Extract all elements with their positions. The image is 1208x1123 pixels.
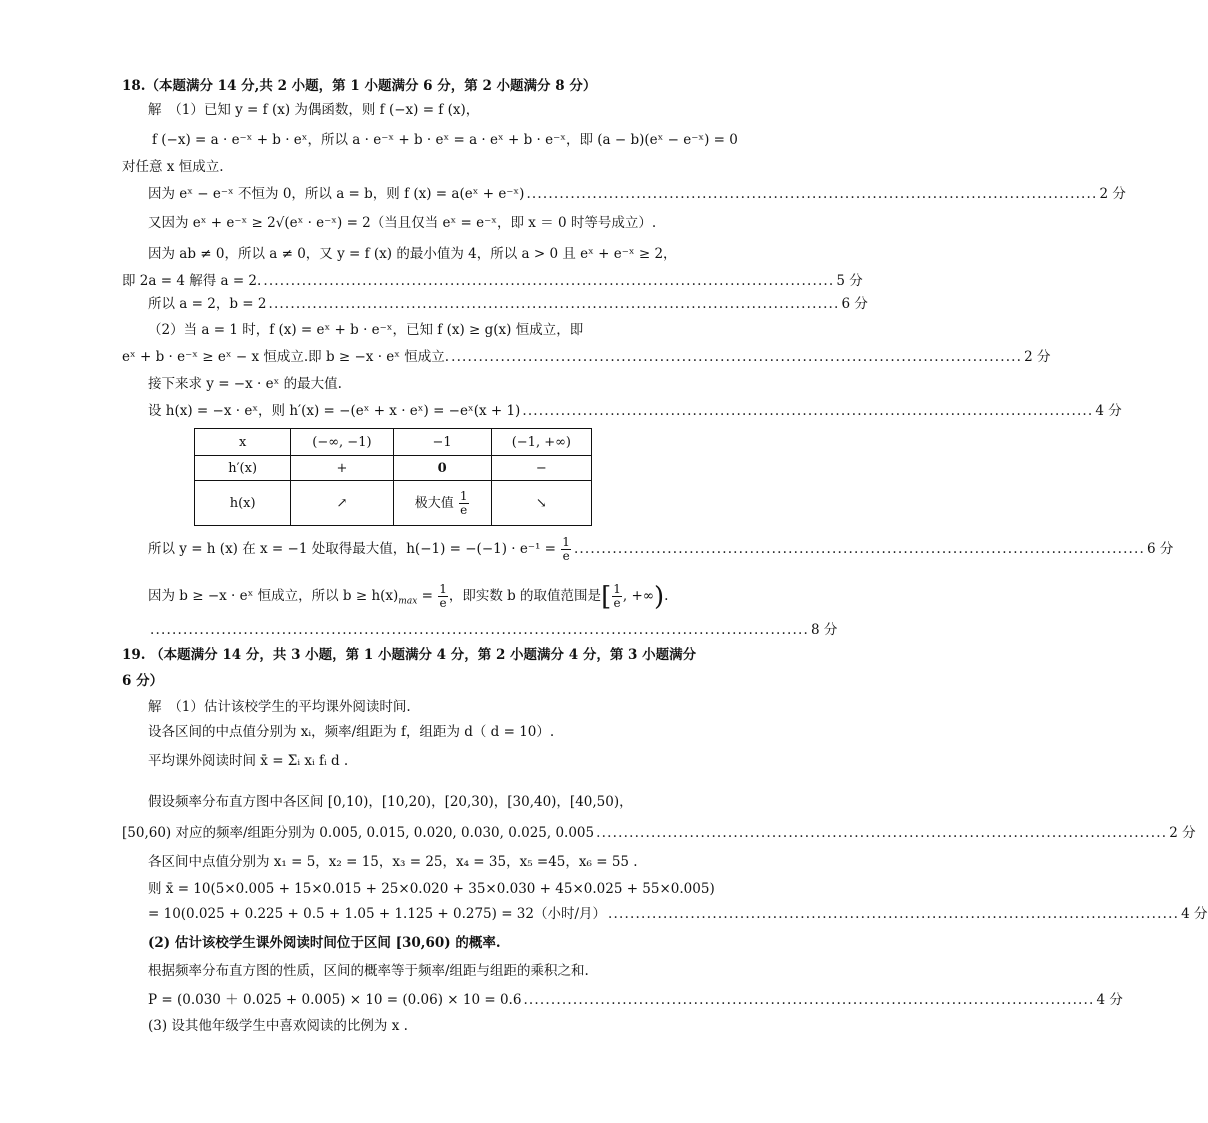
q18-line-1: 解 （1）已知 y = f (x) 为偶函数，则 f (−x) = f (x)， (148, 102, 480, 118)
table-cell: −1 (393, 429, 491, 456)
q19-line-7: 则 x̄ = 10(5×0.005 + 15×0.015 + 25×0.020 + 35×0.030 + 45×0.025 + 55×0.005) (148, 881, 715, 897)
line-text (148, 536, 572, 563)
line-text: 即 2a = 4 解得 a = 2. (122, 273, 262, 289)
q18-line-5: 又因为 eˣ + e⁻ˣ ≥ 2√(eˣ · e⁻ˣ) = 2（当且仅当 eˣ = e⁻ˣ，即 x ＝ 0 时等号成立）. (148, 215, 657, 231)
fraction-numerator: 1 (459, 488, 468, 503)
leader-dots: ........................................................................................................ (608, 906, 1180, 922)
q18-line-7 (122, 271, 863, 291)
fraction (459, 490, 469, 517)
q18-line-4 (148, 184, 1126, 204)
table-cell: x (195, 429, 291, 456)
score-label: 4 分 (1095, 403, 1122, 419)
leader-dots: ........................................................................................................................ (150, 622, 809, 638)
q18-line-13 (148, 535, 1174, 563)
q18-line-6: 因为 ab ≠ 0，所以 a ≠ 0，又 y = f (x) 的最小值为 4，所以 a > 0 且 eˣ + e⁻ˣ ≥ 2， (148, 246, 677, 262)
q19-line-6: 各区间中点值分别为 x₁ = 5，x₂ = 15，x₃ = 25，x₄ = 35，x₅ =45，x₆ = 55 . (148, 854, 638, 870)
table-cell: 0 (393, 456, 491, 481)
q19-line-5 (122, 823, 1196, 843)
score-label: 4 分 (1181, 906, 1208, 922)
q18-line-15 (148, 620, 838, 640)
fraction (612, 583, 622, 610)
line-text: = 10(0.025 + 0.225 + 0.5 + 1.05 + 1.125 + 0.275) = 32（小时/月） (148, 906, 607, 922)
q19-line-3: 平均课外阅读时间 x̄ = Σᵢ xᵢ fᵢ d . (148, 753, 349, 769)
table-cell: − (491, 456, 591, 481)
fraction (561, 536, 571, 563)
score-label: 2 分 (1099, 186, 1126, 202)
line-text: 因为 eˣ − e⁻ˣ 不恒为 0，所以 a = b，则 f (x) = a(eˣ + e⁻ˣ) (148, 186, 525, 202)
score-label: 2 分 (1169, 825, 1196, 841)
fraction-denominator: e (439, 596, 447, 610)
q19-header-2: 6 分） (122, 673, 164, 689)
score-label: 6 分 (841, 296, 868, 312)
leader-dots: ........................................................................................................ (268, 296, 840, 312)
line-text-pre: 因为 b ≥ −x · eˣ 恒成立，所以 b ≥ h(x) (148, 588, 399, 604)
table-cell: h(x) (195, 481, 291, 526)
q19-line-8 (148, 904, 1208, 924)
table-row (195, 429, 592, 456)
fraction-denominator: e (613, 596, 621, 610)
line-text: 设 h(x) = −x · eˣ，则 h′(x) = −(eˣ + x · eˣ) = −eˣ(x + 1) (148, 403, 521, 419)
q18-line-14 (148, 582, 669, 612)
leader-dots: ........................................................................................................ (451, 349, 1023, 365)
period: . (664, 588, 669, 604)
leader-dots: ........................................................................................................ (596, 825, 1168, 841)
fraction-denominator: e (460, 502, 468, 517)
line-text: P = (0.030 ＋ 0.025 + 0.005) × 10 = (0.06) × 10 = 0.6 (148, 992, 522, 1008)
q19-line-11 (148, 990, 1123, 1010)
line-text-pre: 所以 y = h (x) 在 x = −1 处取得最大值，h(−1) = −(−1) · e⁻¹ = (148, 541, 556, 557)
table-cell: (−∞, −1) (291, 429, 393, 456)
leader-dots: ........................................................................................................ (573, 541, 1146, 557)
fraction-denominator: e (562, 549, 570, 563)
fraction (438, 583, 448, 610)
q18-line-9: （2）当 a = 1 时，f (x) = eˣ + b · e⁻ˣ，已知 f (x) ≥ g(x) 恒成立，即 (148, 322, 584, 338)
table-row (195, 456, 592, 481)
q19-line-1: 解 （1）估计该校学生的平均课外阅读时间. (148, 699, 411, 715)
q18-line-8 (148, 294, 868, 314)
q18-line-11: 接下来求 y = −x · eˣ 的最大值. (148, 376, 342, 392)
subscript: max (398, 596, 418, 607)
q18-line-2: f (−x) = a · e⁻ˣ + b · eˣ，所以 a · e⁻ˣ + b · eˣ = a · eˣ + b · e⁻ˣ，即 (a − b)(eˣ − e⁻ˣ) = 0 (152, 132, 738, 148)
leader-dots: ........................................................................................................ (523, 992, 1095, 1008)
score-label: 6 分 (1147, 541, 1174, 557)
q19-line-2: 设各区间的中点值分别为 xᵢ，频率/组距为 f，组距为 d（ d = 10）. (148, 724, 555, 740)
q19-line-10: 根据频率分布直方图的性质，区间的概率等于频率/组距与组距的乘积之和. (148, 963, 589, 979)
equals: = (417, 588, 433, 604)
decreasing-arrow-icon: ↘ (491, 481, 591, 526)
line-text-post: ，即实数 b 的取值范围是 (448, 588, 602, 604)
fraction-numerator: 1 (562, 535, 570, 549)
max-value-label: 极大值 (414, 495, 454, 511)
q19-header-1: 19. （本题满分 14 分，共 3 小题，第 1 小题满分 4 分，第 2 小题满分 4 分，第 3 小题满分 (122, 647, 697, 663)
q19-line-4: 假设频率分布直方图中各区间 [0,10)，[10,20)，[20,30)，[30,40)，[40,50)， (148, 794, 633, 810)
score-label: 4 分 (1096, 992, 1123, 1008)
q19-line-12: (3) 设其他年级学生中喜欢阅读的比例为 x . (148, 1018, 408, 1034)
q18-line-12 (148, 401, 1122, 421)
score-label: 5 分 (836, 273, 863, 289)
q18-line-10 (122, 347, 1051, 367)
leader-dots: ........................................................................................................ (263, 273, 835, 289)
table-cell: (−1, +∞) (491, 429, 591, 456)
leader-dots: ........................................................................................................ (526, 186, 1098, 202)
line-text: [50,60) 对应的频率/组距分别为 0.005, 0.015, 0.020, 0.030, 0.025, 0.005 (122, 825, 595, 841)
monotonicity-table (194, 428, 592, 526)
fraction-numerator: 1 (613, 582, 621, 596)
table-cell: + (291, 456, 393, 481)
bracket-left: [ (601, 582, 612, 612)
table-cell: h′(x) (195, 456, 291, 481)
table-row (195, 481, 592, 526)
table-cell (393, 481, 491, 526)
line-text: eˣ + b · e⁻ˣ ≥ eˣ − x 恒成立.即 b ≥ −x · eˣ 恒成立. (122, 349, 450, 365)
q18-line-3: 对任意 x 恒成立. (122, 159, 224, 175)
q18-header: 18.（本题满分 14 分,共 2 小题，第 1 小题满分 6 分，第 2 小题满分 8 分） (122, 78, 597, 94)
score-label: 2 分 (1024, 349, 1051, 365)
increasing-arrow-icon: ↗ (291, 481, 393, 526)
q19-line-9: (2) 估计该校学生课外阅读时间位于区间 [30,60) 的概率. (148, 935, 501, 951)
leader-dots: ........................................................................................................ (522, 403, 1094, 419)
score-label: 8 分 (810, 622, 838, 638)
interval-tail: , +∞ (622, 588, 654, 604)
paren-right: ) (654, 582, 665, 612)
fraction-numerator: 1 (439, 582, 447, 596)
line-text: 所以 a = 2，b = 2 (148, 296, 267, 312)
